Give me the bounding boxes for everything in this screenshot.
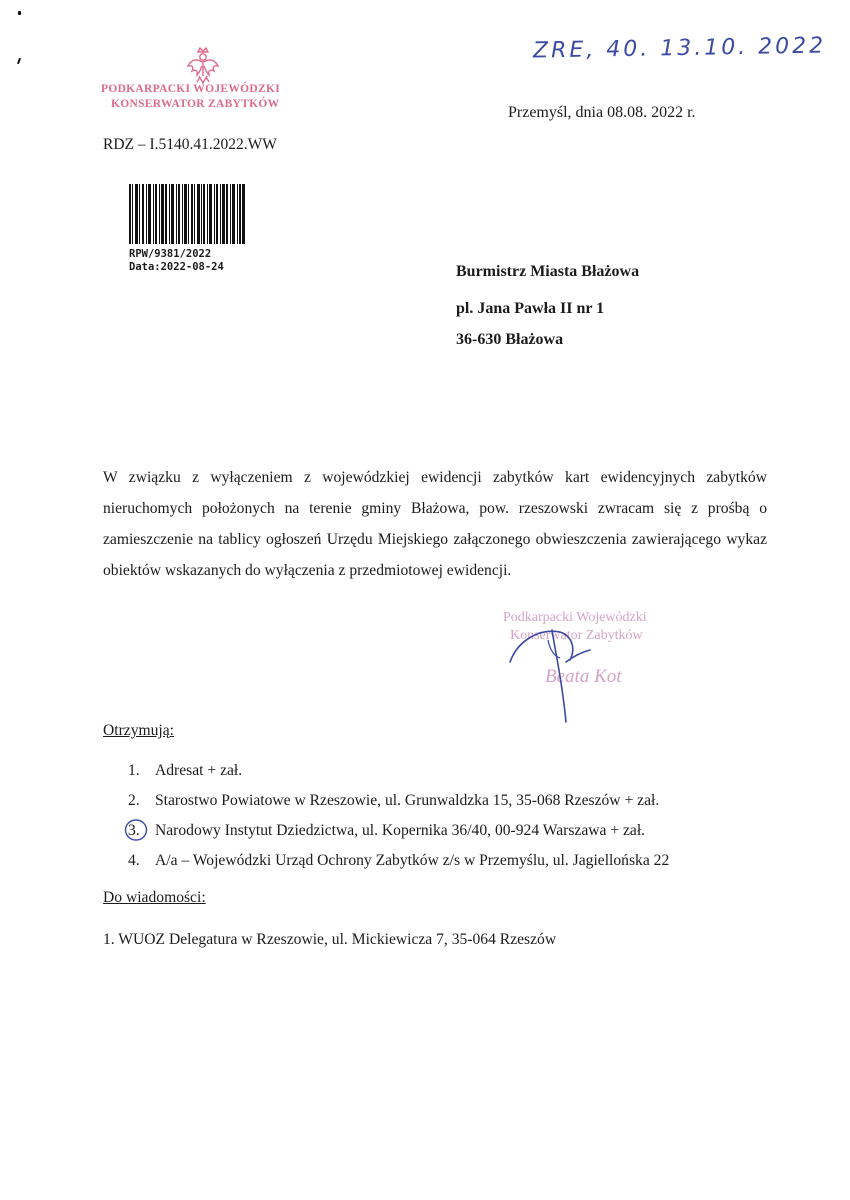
barcode bbox=[129, 184, 245, 244]
list-item-text: Narodowy Instytut Dziedzictwa, ul. Kopernika 36/40, 00-924 Warszawa + zał. bbox=[155, 822, 646, 839]
stamp-signatory: Beata Kot bbox=[545, 666, 622, 687]
list-item bbox=[128, 761, 669, 791]
list-item-number: 1. bbox=[128, 762, 140, 779]
list-item-number: 4. bbox=[128, 852, 140, 869]
handwritten-signature bbox=[490, 600, 620, 725]
stamp-line-2: Konserwator Zabytków bbox=[510, 628, 643, 643]
list-item bbox=[128, 821, 669, 851]
list-item-number: 3. bbox=[128, 822, 140, 839]
addressee-street: pl. Jana Pawła II nr 1 bbox=[456, 300, 605, 317]
list-item-text: Starostwo Powiatowe w Rzeszowie, ul. Grunwaldzka 15, 35-068 Rzeszów + zał. bbox=[155, 792, 660, 809]
scan-mark bbox=[17, 58, 21, 64]
letter-body: W związku z wyłączeniem z wojewódzkiej ewidencji zabytków kart ewidencyjnych zabytków nieruchomych położonych na terenie gminy Błażowa, pow. rzeszowski zwracam się z prośbą o zamieszczenie na tablicy ogłoszeń Urzędu Miejskiego załączonego obwieszczenia zawierającego wykaz obiektów wskazanych do wyłączenia z przedmiotowej ewidencji. bbox=[103, 469, 767, 579]
addressee-name: Burmistrz Miasta Błażowa bbox=[456, 263, 640, 280]
letterhead-line-1: PODKARPACKI WOJEWÓDZKI bbox=[101, 83, 281, 95]
polish-eagle-icon bbox=[186, 46, 220, 86]
list-item-number: 2. bbox=[128, 792, 140, 809]
info-heading: Do wiadomości: bbox=[103, 889, 206, 906]
recipients-list bbox=[128, 761, 669, 881]
place-date: Przemyśl, dnia 08.08. 2022 r. bbox=[508, 104, 696, 121]
barcode-date: Data:2022-08-24 bbox=[129, 261, 224, 273]
addressee-city: 36-630 Błażowa bbox=[456, 331, 564, 348]
list-item bbox=[128, 851, 669, 881]
handwritten-registration-note: ZRE, 40. 13.10. 2022 bbox=[532, 33, 827, 64]
list-item-text: Adresat + zał. bbox=[155, 762, 243, 779]
stamp-line-1: Podkarpacki Wojewódzki bbox=[503, 610, 647, 625]
reference-number: RDZ – I.5140.41.2022.WW bbox=[103, 136, 277, 153]
scan-mark bbox=[18, 11, 21, 15]
list-item bbox=[128, 791, 669, 821]
recipients-heading: Otrzymują: bbox=[103, 722, 175, 739]
letterhead-line-2: KONSERWATOR ZABYTKÓW bbox=[111, 98, 280, 110]
barcode-number: RPW/9381/2022 bbox=[129, 248, 212, 260]
list-item-text: A/a – Wojewódzki Urząd Ochrony Zabytków z/s w Przemyślu, ul. Jagiellońska 22 bbox=[155, 852, 670, 869]
info-item: 1. WUOZ Delegatura w Rzeszowie, ul. Mickiewicza 7, 35-064 Rzeszów bbox=[103, 931, 557, 948]
handwritten-circle-mark bbox=[124, 818, 148, 842]
